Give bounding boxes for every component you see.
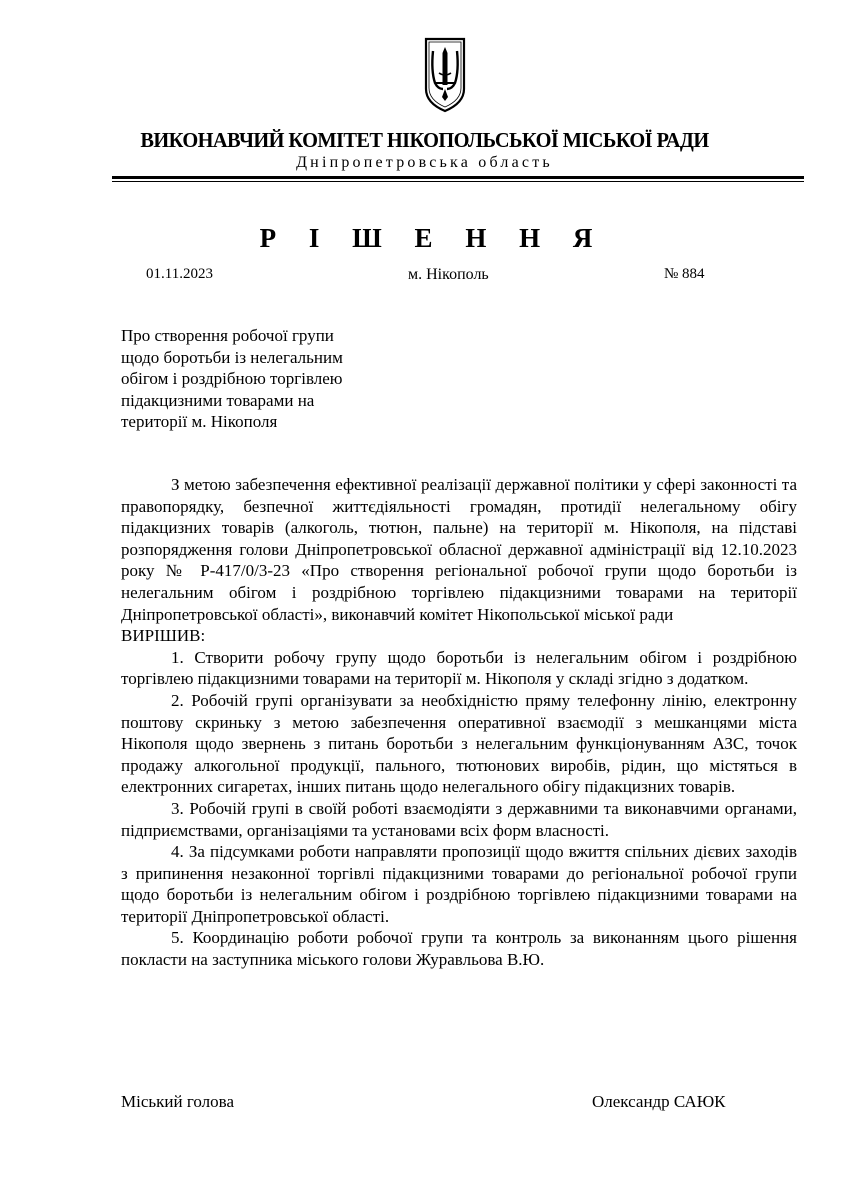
signature-name: Олександр САЮК bbox=[592, 1092, 726, 1111]
subject-line: щодо боротьби із нелегальним bbox=[121, 347, 343, 367]
decision-item: 5. Координацію роботи робочої групи та контроль за виконанням цього рішення покласти на заступника міського голови Журавльова В.Ю. bbox=[121, 928, 797, 970]
subject-line: території м. Нікополя bbox=[121, 412, 278, 431]
document-place: м. Нікополь bbox=[408, 266, 489, 283]
document-title: Р І Ш Е Н Н Я bbox=[259, 223, 606, 253]
region-name: Дніпропетровська область bbox=[296, 154, 553, 171]
signature-title: Міський голова bbox=[121, 1092, 234, 1111]
decision-item: 2. Робочій групі організувати за необхідністю пряму телефонну лінію, електронну поштову скриньку з метою забезпечення оперативної взаємодії з мешканцями міста Нікополя щодо звернень з питань боротьби з нелегальним функціонуванням АЗС, точок продажу алкогольної продукції, пального, тютюнових виробів, рідин, що містяться в електронних сигаретах, інших питань щодо нелегального обігу підакцизних товарів. bbox=[121, 690, 797, 797]
decided-label: ВИРІШИВ: bbox=[121, 626, 206, 646]
decision-item: 1. Створити робочу групу щодо боротьби із нелегальним обігом і роздрібною торгівлею підакцизними товарами на території м. Нікополя у складі згідно з додатком. bbox=[121, 647, 797, 689]
preamble-paragraph: З метою забезпечення ефективної реалізації державної політики у сфері законності та правопорядку, безпечної життєдіяльності громадян, протидії нелегальному обігу підакцизних товарів (алкоголь, тютюн, пальне) на території м. Нікополя, на підставі розпорядження голови Дніпропетровської обласної державної адміністрації від 12.10.2023 року № Р-417/0/3-23 «Про створення регіональної робочої групи щодо боротьби із нелегальним обігом і роздрібною торгівлею підакцизними товарами на території Дніпропетровської області», виконавчий комітет Нікопольської міської ради bbox=[121, 475, 797, 624]
document-date: 01.11.2023 bbox=[146, 266, 213, 282]
subject-line: підакцизними товарами на bbox=[121, 390, 315, 410]
decision-item: 3. Робочій групі в своїй роботі взаємодіяти з державними та виконавчими органами, підприємствами, організаціями та установами всіх форм власності. bbox=[121, 798, 797, 840]
ukraine-trident-icon bbox=[423, 37, 467, 113]
header-divider-thin bbox=[112, 181, 804, 182]
decision-item: 4. За підсумками роботи направляти пропозиції щодо вжиття спільних дієвих заходів з припинення незаконної торгівлі підакцизними товарами до регіональної робочої групи щодо боротьби із нелегальним обігом і роздрібною торгівлею підакцизними товарами на території Дніпропетровської області. bbox=[121, 842, 797, 926]
document-body bbox=[121, 474, 797, 971]
document-number: № 884 bbox=[664, 266, 705, 282]
subject-line: обігом і роздрібною торгівлею bbox=[121, 369, 343, 388]
subject-line: Про створення робочої групи bbox=[121, 326, 334, 345]
document-subject bbox=[121, 325, 381, 433]
header-divider-thick bbox=[112, 176, 804, 179]
organization-name: ВИКОНАВЧИЙ КОМІТЕТ НІКОПОЛЬСЬКОЇ МІСЬКОЇ РАДИ bbox=[140, 128, 709, 152]
